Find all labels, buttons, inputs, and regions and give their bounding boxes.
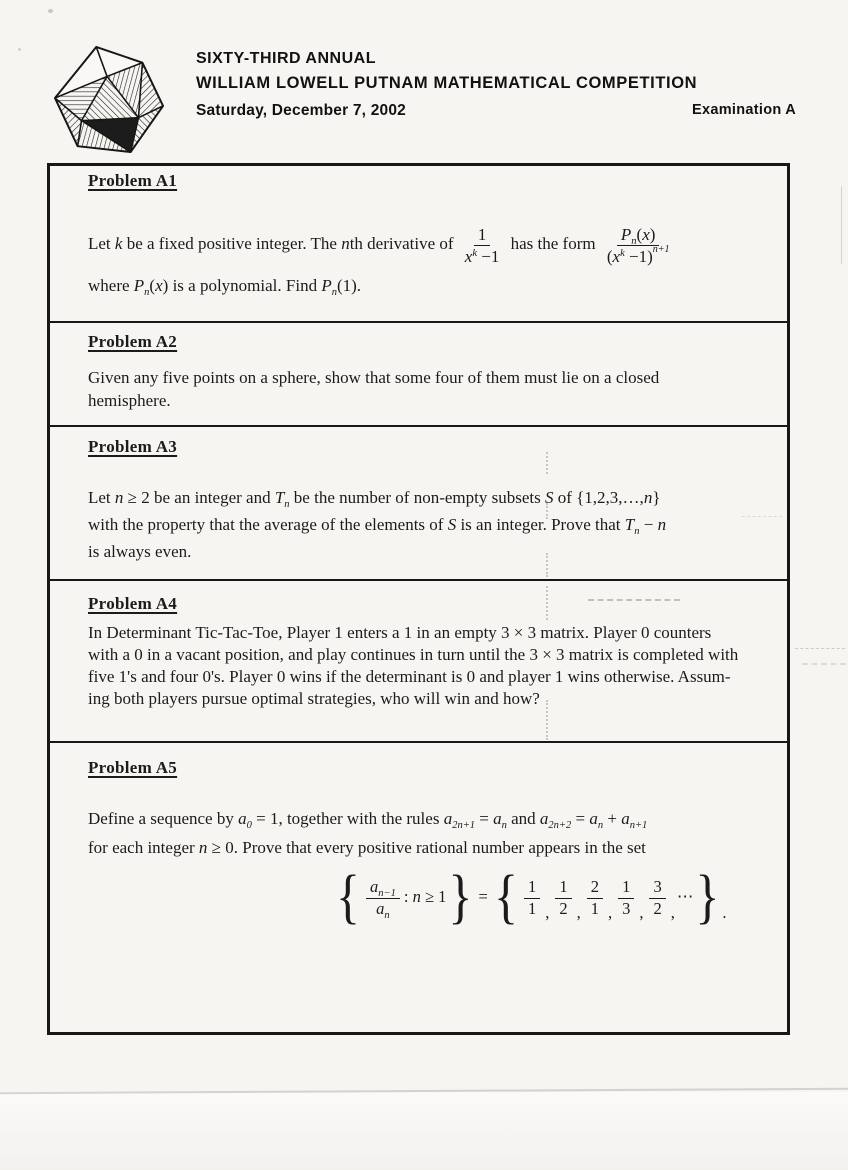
exam-label: Examination A [692,102,797,118]
header-date: Saturday, December 7, 2002 [196,102,406,119]
problems-table [47,163,790,1035]
set-fraction-5: $\frac{3}{2}$ [649,878,665,918]
equals-sign: = [474,887,492,906]
scan-speck [48,9,53,13]
problem-a4-section [50,581,787,743]
competition-header [196,50,697,120]
numerator: $a_{n-1}$ [366,878,400,898]
problem-a4-title: Problem A4 [88,594,178,613]
header-line-1: SIXTY-THIRD ANNUAL [196,50,376,67]
problem-a1-title: Problem A1 [88,171,178,190]
icosahedron-logo-icon [49,44,171,156]
numerator: $P_n(x)$ [617,225,660,246]
a3-body-line-3: is always even. [88,542,192,561]
var-P: P [133,276,145,295]
var-a: a [621,809,630,828]
a1-text: be a fixed positive integer. The [122,234,342,253]
a1-text: has the form [506,234,600,253]
set-condition: : [403,887,413,906]
a2-body-line-1: Given any five points on a sphere, show that some four of them must lie on a closed [88,368,660,387]
a4-body [88,622,767,710]
a3-body-line-1: Let n ≥ 2 be an integer and $T_n$ be the number of non-empty subsets S of {1,2,3,…,n} [88,488,661,510]
a1-body-line-2: where $P_n(x)$ is a polynomial. Find $P_n(1)$. [88,276,362,298]
a1-text: th derivative of [349,234,458,253]
var-P: P [321,276,332,295]
denominator: $x^k -1$ [464,246,500,266]
var-n: n [114,488,124,507]
a1-text: Let [88,234,115,253]
fraction-one-over-xk-minus-1 [462,225,503,266]
var-n: n [341,234,350,253]
problem-a3-section [50,427,787,581]
var-k: k [114,234,123,253]
problem-a2-title: Problem A2 [88,332,178,351]
paper-edge-line [841,186,842,264]
var-n: n [198,838,208,857]
a5-left-fraction [366,877,400,921]
var-n: n [412,887,421,906]
problem-a5-section [50,743,787,1032]
problem-a2-section [50,323,787,427]
left-open-brace: { [336,862,360,930]
set-fraction-1: $\frac{1}{1}$ [524,878,540,918]
header-line-2: WILLIAM LOWELL PUTNAM MATHEMATICAL COMPETITION [196,74,698,92]
var-a: a [493,809,502,828]
a1-body-line-1 [88,215,767,273]
a4-body-line-2: with a 0 in a vacant position, and play continues in turn until the 3 × 3 matrix is completed with [88,645,739,664]
right-open-brace: { [493,862,518,930]
denominator: $(x^k -1)^{n+1}$ [606,243,670,266]
var-n: n [657,515,667,534]
ellipsis-dots: ⋯ [676,887,694,906]
a5-body-line-2: for each integer n ≥ 0. Prove that every positive rational number appears in the set [88,838,646,857]
problem-a3-title: Problem A3 [88,437,178,456]
a4-body-line-1: In Determinant Tic-Tac-Toe, Player 1 enters a 1 in an empty 3 × 3 matrix. Player 0 counters [88,623,712,642]
scanner-bottom-strip [0,1092,848,1170]
var-a: a [238,809,247,828]
left-close-brace: } [448,862,473,930]
var-S: S [544,488,554,507]
a1-text: where [88,276,134,295]
comma: , [607,903,613,922]
a3-body [88,484,767,565]
a5-body-line-1: Define a sequence by $a_0 = 1$, together with the rules $a_{2n+1} = a_n$ and $a_{2n+2} = a_n + a_{n+1}$ [88,809,648,831]
a5-body [88,804,767,932]
problem-a1-section [50,166,787,323]
var-a: a [539,809,549,828]
var-a: a [589,809,598,828]
comma: , [639,903,644,922]
var-S: S [447,515,457,534]
var-T: T [624,515,635,534]
var-a: a [443,809,453,828]
a1-text: is a polynomial. Find [168,276,322,295]
numerator: 1 [474,225,491,246]
comma: , [545,903,550,922]
comma: , [576,903,581,922]
a4-body-line-3: five 1's and four 0's. Player 0 wins if the determinant is 0 and player 1 wins otherwise. Assum- [88,667,731,686]
scanner-edge-line [0,1088,848,1095]
a5-display-equation: { $\frac{a_{n-1}}{a_n}$ : n ≥ 1} = { $\frac{1}{1}$ , $\frac{1}{2}$ , $\frac{2}{1}$ , $\frac{1}{3}$ , $\frac{3}{2}$ ,⋯} . [336,862,727,930]
denominator: $a_n$ [376,898,390,921]
scan-speck [18,48,21,51]
period: . [722,903,727,922]
a4-body-line-4: ing both players pursue optimal strategies, who will win and how? [88,689,540,708]
fraction-pn-over-xk-minus-1 [604,225,673,266]
set-fraction-3: $\frac{2}{1}$ [587,878,603,918]
var-T: T [274,488,285,507]
a2-body-line-2: hemisphere. [88,391,171,410]
comma: , [670,903,675,922]
set-fraction-2: $\frac{1}{2}$ [555,878,571,918]
a3-body-line-2: with the property that the average of the elements of S is an integer. Prove that $T_n - n$ [88,515,667,537]
right-close-brace: } [695,862,720,930]
problem-a5-title: Problem A5 [88,758,178,777]
var-n: n [643,488,653,507]
a2-body [88,366,767,412]
scan-artifact [795,648,845,649]
scan-artifact [802,663,846,665]
set-fraction-4: $\frac{1}{3}$ [618,878,634,918]
